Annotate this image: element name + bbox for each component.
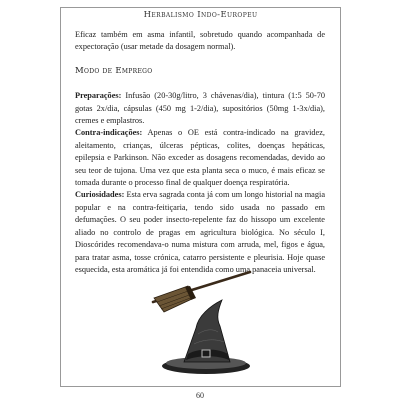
intro-paragraph: Eficaz também em asma infantil, sobretudo quando acompanhada de expectoração (usar metade da dosagem normal).: [75, 30, 325, 52]
broom-icon: [153, 272, 250, 312]
curiosidades-label: Curiosidades:: [75, 190, 125, 200]
preparacoes-text: Infusão (20-30g/litro, 3 chávenas/dia), tintura (1:5 50-70 gotas 2x/dia, cápsulas (450 mg 1-2/dia), supositórios (50mg 1-3x/dia), cremes e emplastros.: [75, 91, 325, 126]
preparacoes-label: Preparações:: [75, 91, 122, 101]
curiosidades-text: Esta erva sagrada conta já com um longo historial na magia popular e na contra-feitiçaria, tendo sido usada no passado em defumações. O seu poder insecto-repelente faz do hissopo um excelente aliado no controlo de pragas em agricultura biológica. No século I, Dioscórides recomendava-o numa mistura com arruda, mel, figos e água, para tratar asma, tosse crónica, catarro persistente e pleurisia. Hoje quase esquecida, esta aromática já foi entendida como uma panaceia universal.: [75, 190, 325, 274]
contra-indicacoes-text: Apenas o OE está contra-indicado na gravidez, aleitamento, crianças, úlceras pépticas, colites, doenças hepáticas, epilepsia e Parkinson. Não exceder as dosagens recomendadas, devido ao seu teor de tujona. Uma vez que esta planta seca o muco, é mais eficaz se tomada durante o processo final de qualquer doença respiratória.: [75, 128, 325, 188]
section-heading: Modo de Emprego: [75, 65, 153, 76]
contra-indicacoes-paragraph: [75, 127, 325, 189]
main-text: [75, 29, 325, 276]
preparacoes-paragraph: [75, 90, 325, 127]
contra-indicacoes-label: Contra-indicações:: [75, 128, 143, 138]
running-head: Herbalismo Indo-Europeu: [143, 10, 258, 20]
witch-hat-icon: [162, 300, 250, 374]
page-number: 60: [196, 391, 204, 400]
broom-and-hat-illustration: [148, 262, 260, 380]
